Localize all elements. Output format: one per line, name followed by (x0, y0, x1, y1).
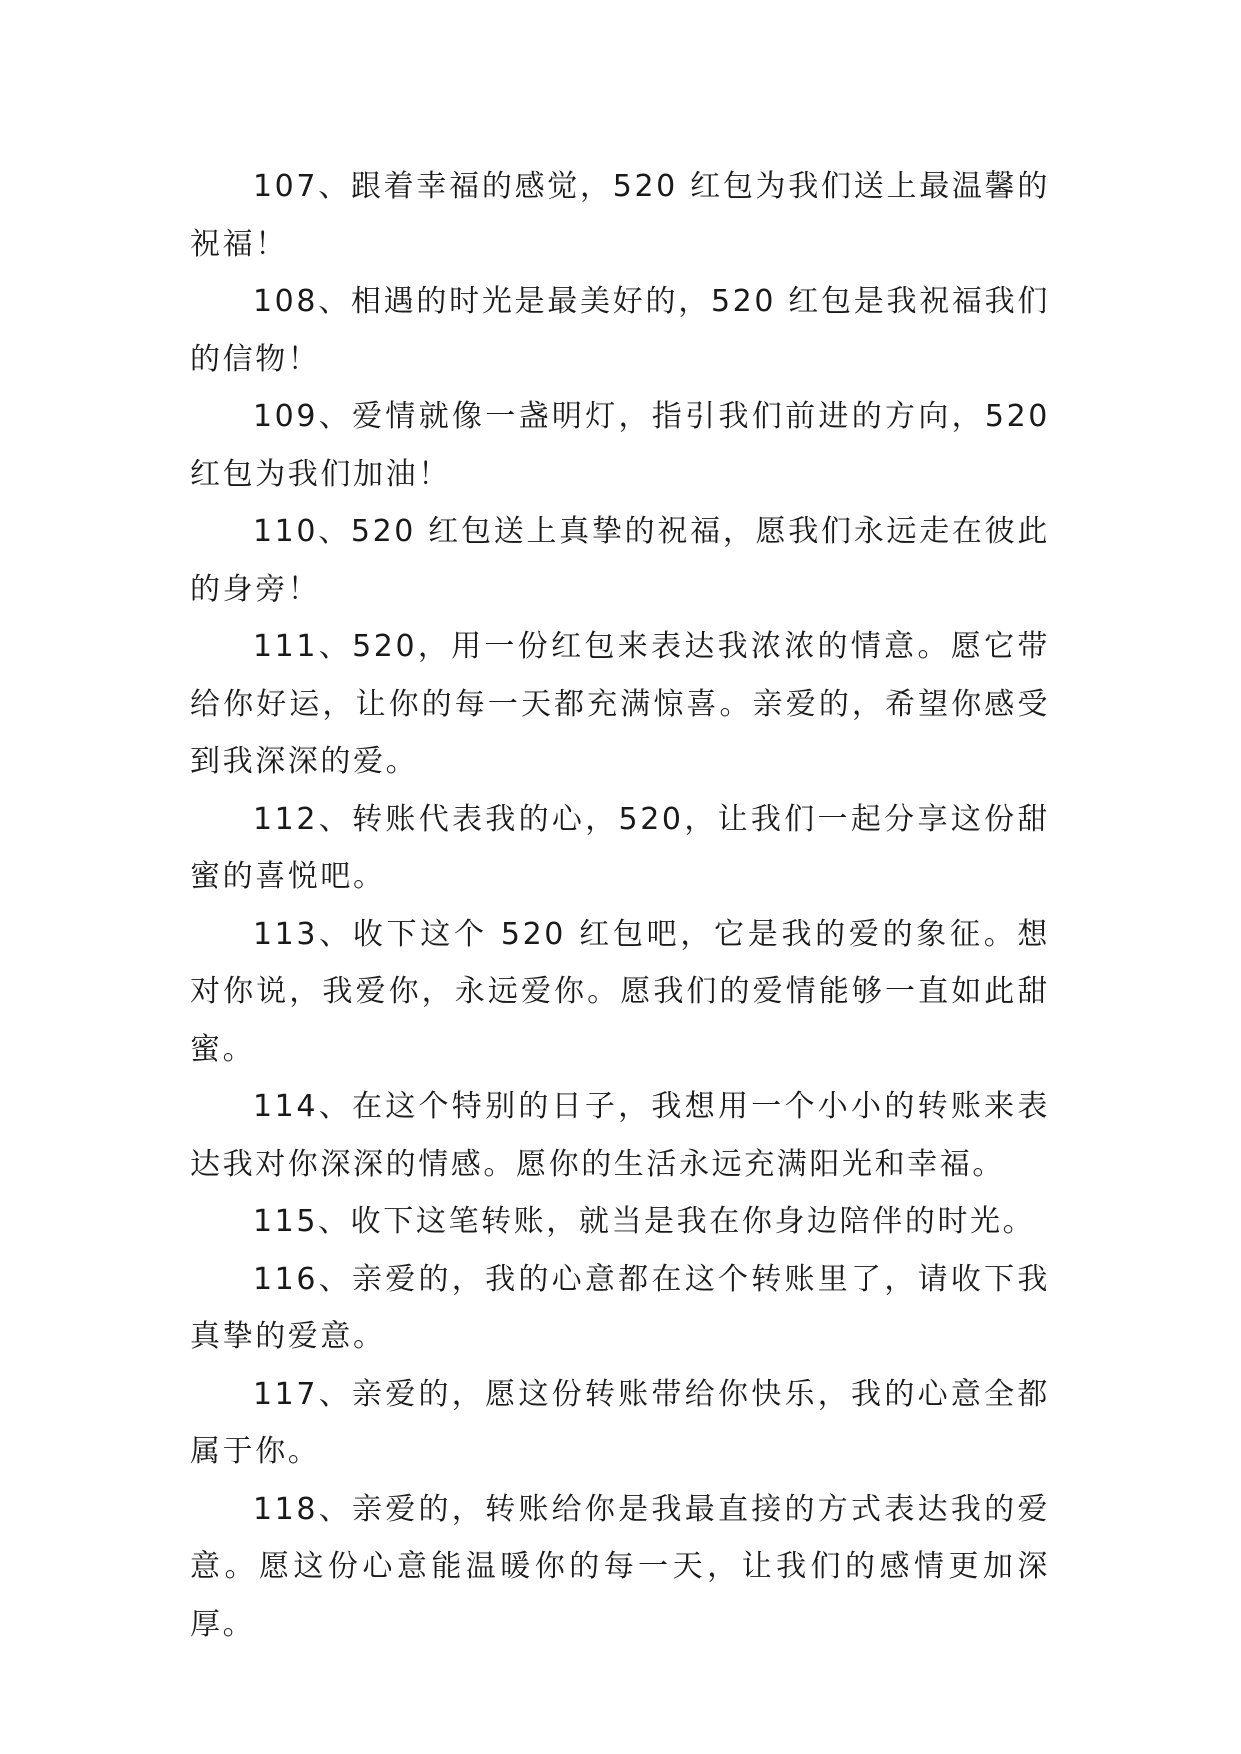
paragraph-116: 116、亲爱的，我的心意都在这个转账里了，请收下我真挚的爱意。 (190, 1261, 1050, 1354)
paragraph-115: 115、收下这笔转账，就当是我在你身边陪伴的时光。 (253, 1204, 1036, 1239)
paragraph-114: 114、在这个特别的日子，我想用一个小小的转账来表达我对你深深的情感。愿你的生活永远充满阳光和幸福。 (190, 1089, 1050, 1182)
paragraph-117: 117、亲爱的，愿这份转账带给你快乐，我的心意全都属于你。 (190, 1376, 1050, 1469)
paragraph-107: 107、跟着幸福的感觉，520 红包为我们送上最温馨的祝福！ (190, 169, 1050, 262)
paragraph-111: 111、520，用一份红包来表达我浓浓的情意。愿它带给你好运，让你的每一天都充满惊喜。亲爱的，希望你感受到我深深的爱。 (190, 629, 1050, 779)
paragraph-108: 108、相遇的时光是最美好的，520 红包是我祝福我们的信物！ (190, 284, 1050, 377)
paragraph-109: 109、爱情就像一盏明灯，指引我们前进的方向，520 红包为我们加油！ (190, 399, 1050, 492)
paragraph-112: 112、转账代表我的心，520，让我们一起分享这份甜蜜的喜悦吧。 (190, 801, 1050, 894)
paragraph-110: 110、520 红包送上真挚的祝福，愿我们永远走在彼此的身旁！ (190, 514, 1050, 607)
document-page (190, 158, 1050, 1653)
paragraph-118: 118、亲爱的，转账给你是我最直接的方式表达我的爱意。愿这份心意能温暖你的每一天，让我们的感情更加深厚。 (190, 1491, 1050, 1642)
paragraph-113: 113、收下这个 520 红包吧，它是我的爱的象征。想对你说，我爱你，永远爱你。愿我们的爱情能够一直如此甜蜜。 (190, 916, 1050, 1067)
